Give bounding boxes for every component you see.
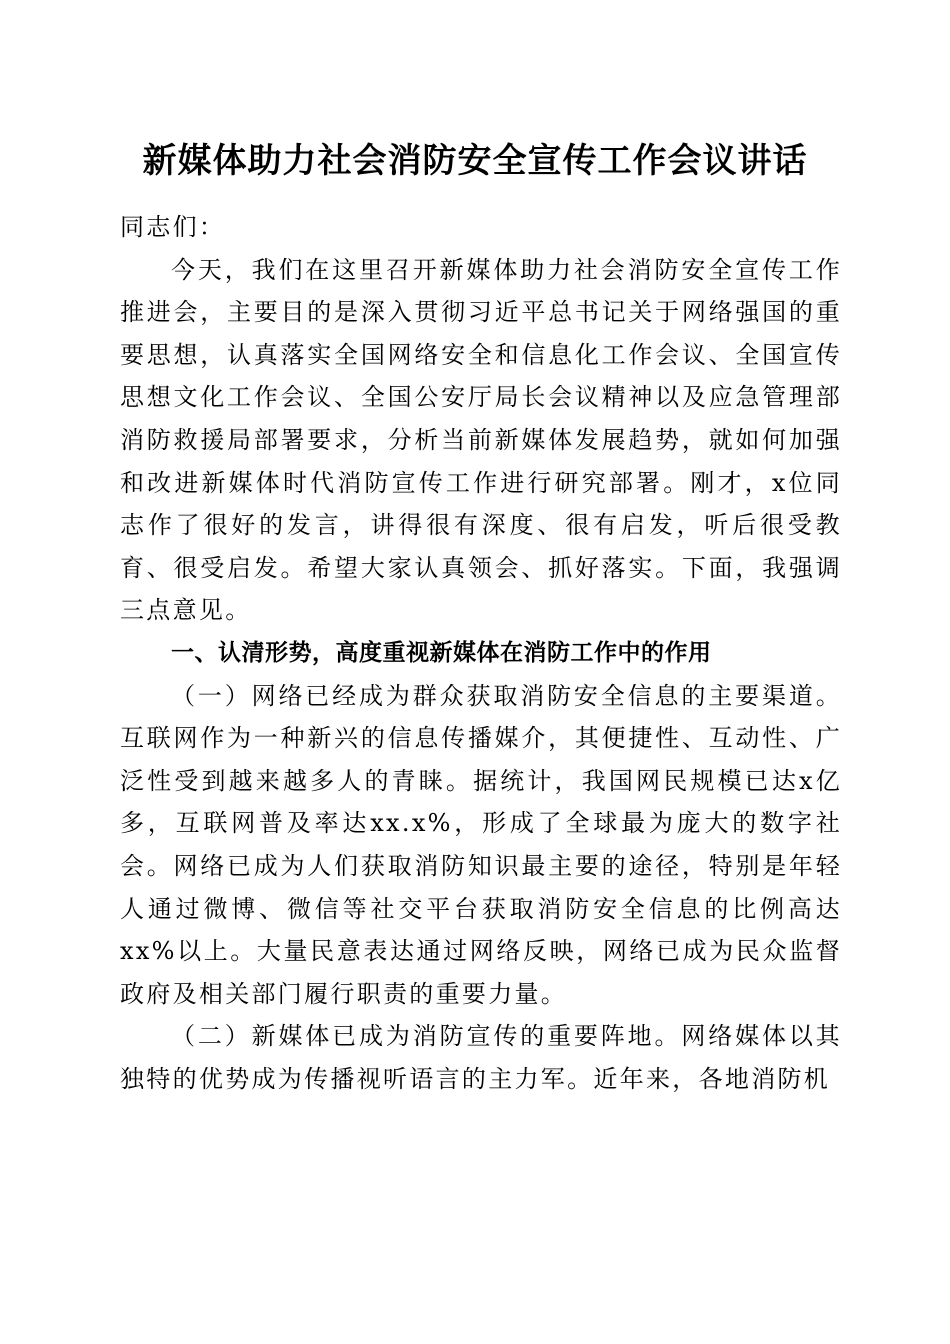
document-title: 新媒体助力社会消防安全宣传工作会议讲话: [142, 141, 808, 181]
subsection-1-lead: （一）网络已经成为群众获取消防安全信息的主要渠道。: [171, 681, 842, 710]
intro-paragraph: 今天，我们在这里召开新媒体助力社会消防安全宣传工作推进会，主要目的是深入贯彻习近平总书记关于网络强国的重要思想，认真落实全国网络安全和信息化工作会议、全国宣传思想文化工作会议、全国公安厅局长会议精神以及应急管理部消防救援局部署要求，分析当前新媒体发展趋势，就如何加强和改进新媒体时代消防宣传工作进行研究部署。刚才，x位同志作了很好的发言，讲得很有深度、很有启发，听后很受教育、很受启发。希望大家认真领会、抓好落实。下面，我强调三点意见。: [120, 255, 842, 625]
subsection-1-body: 互联网作为一种新兴的信息传播媒介，其便捷性、互动性、广泛性受到越来越多人的青睐。据统计，我国网民规模已达x亿多，互联网普及率达xx.x%，形成了全球最为庞大的数字社会。网络已成为人们获取消防知识最主要的途径，特别是年轻人通过微博、微信等社交平台获取消防安全信息的比例高达xx%以上。大量民意表达通过网络反映，网络已成为民众监督政府及相关部门履行职责的重要力量。: [120, 724, 842, 1008]
subsection-1-paragraph: [120, 675, 842, 1016]
subsection-2-lead: （二）新媒体已成为消防宣传的重要阵地。: [171, 1022, 682, 1051]
subsection-2-body: 网络媒体以其独特的优势成为传播视听语言的主力军。近年来，各地消防机: [120, 1022, 842, 1093]
salutation: 同志们：: [120, 213, 226, 241]
section-heading-1: 一、认清形势，高度重视新媒体在消防工作中的作用: [171, 639, 712, 666]
document-body: [120, 206, 842, 1100]
subsection-2-paragraph: [120, 1015, 842, 1100]
